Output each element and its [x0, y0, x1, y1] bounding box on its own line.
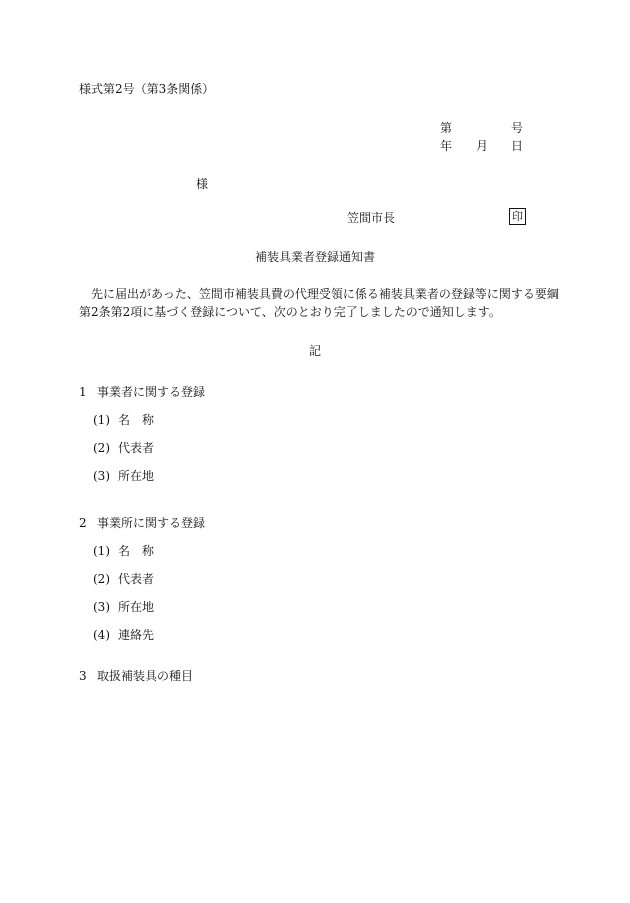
document-title: 補装具業者登録通知書	[254, 250, 375, 264]
date-year-label: 年	[440, 139, 453, 153]
section-2-item	[93, 542, 154, 559]
item-label: 名 称	[118, 544, 155, 558]
section-number: 2	[79, 516, 87, 530]
item-label: 名 称	[118, 413, 155, 427]
item-label: 所在地	[118, 600, 155, 614]
section-2-heading	[79, 514, 205, 531]
section-2-item	[93, 570, 154, 587]
document-number-prefix: 第	[440, 121, 453, 135]
item-number: (2)	[93, 441, 110, 455]
section-title: 事業者に関する登録	[97, 385, 206, 399]
item-label: 代表者	[118, 441, 155, 455]
form-number-label: 様式第2号（第3条関係）	[79, 82, 215, 96]
item-number: (1)	[93, 544, 110, 558]
body-line: 先に届出があった、笠間市補装具費の代理受領に係る補装具業者の登録等に関する要綱	[79, 287, 559, 301]
seal-box: 印	[509, 208, 526, 225]
item-number: (4)	[93, 628, 110, 642]
section-2-item	[93, 598, 154, 615]
addressee-honorific: 様	[196, 177, 209, 191]
section-1-heading	[79, 383, 205, 400]
item-label: 所在地	[118, 469, 155, 483]
section-1-item	[93, 467, 154, 484]
item-label: 連絡先	[118, 628, 155, 642]
document-number-suffix: 号	[511, 121, 524, 135]
section-number: 3	[79, 669, 87, 683]
item-number: (1)	[93, 413, 110, 427]
ki-heading: 記	[308, 344, 321, 358]
date-month-label: 月	[476, 139, 489, 153]
body-text	[79, 285, 559, 321]
item-label: 代表者	[118, 572, 155, 586]
date-day-label: 日	[511, 139, 524, 153]
sender-name: 笠間市長	[347, 211, 396, 225]
item-number: (3)	[93, 469, 110, 483]
section-1-item	[93, 439, 154, 456]
section-1-item	[93, 411, 154, 428]
item-number: (2)	[93, 572, 110, 586]
section-number: 1	[79, 385, 87, 399]
item-number: (3)	[93, 600, 110, 614]
section-3-heading	[79, 667, 193, 684]
section-title: 取扱補装具の種目	[97, 669, 194, 683]
section-title: 事業所に関する登録	[97, 516, 206, 530]
section-2-item	[93, 626, 154, 643]
body-line: 第2条第2項に基づく登録について、次のとおり完了しましたので通知します。	[79, 305, 501, 319]
